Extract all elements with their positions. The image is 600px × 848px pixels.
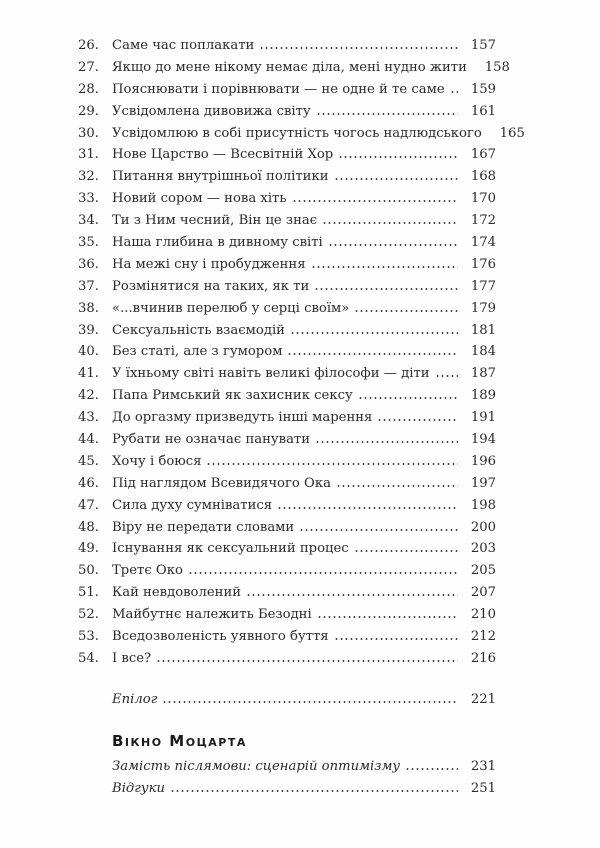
- toc-entry: [78, 276, 496, 298]
- entry-number: 50.: [78, 563, 99, 579]
- table-of-contents: [78, 35, 525, 670]
- entry-page: 174: [470, 235, 496, 251]
- entry-title: У їхньому світі навіть великі філософи — діти: [112, 366, 430, 382]
- entry-title: Ти з Ним чесний, Він це знає: [112, 213, 318, 229]
- section-entries: [78, 756, 496, 800]
- dot-leader: [299, 529, 458, 531]
- toc-entry: [78, 232, 496, 254]
- entry-title: Без статі, але з гумором: [112, 344, 283, 360]
- toc-entry: [78, 778, 496, 800]
- toc-entry: [78, 473, 496, 495]
- toc-entry: [78, 166, 496, 188]
- dot-leader: [156, 660, 458, 662]
- entry-number: 45.: [78, 453, 99, 469]
- toc-entry: [78, 756, 496, 778]
- entry-page: 181: [470, 322, 496, 338]
- entry-title: Сексуальність взаємодій: [112, 322, 285, 338]
- toc-entry: [78, 144, 496, 166]
- toc-entry: [78, 35, 496, 57]
- entry-number: 47.: [78, 497, 99, 513]
- toc-entry: [78, 582, 496, 604]
- entry-number: 27.: [78, 59, 99, 75]
- entry-number: 44.: [78, 432, 99, 448]
- entry-title: Саме час поплакати: [112, 38, 255, 53]
- entry-title: Рубати не означає панувати: [112, 432, 311, 448]
- entry-title: Кай невдоволений: [112, 585, 242, 601]
- dot-leader: [292, 200, 458, 202]
- dot-leader: [287, 353, 458, 355]
- dot-leader: [354, 310, 458, 312]
- entry-number: 28.: [78, 81, 99, 97]
- entry-title: Під наглядом Всевидячого Ока: [112, 475, 331, 491]
- dot-leader: [322, 222, 458, 224]
- toc-entry: [78, 210, 496, 232]
- dot-leader: [328, 244, 458, 246]
- dot-leader: [405, 768, 458, 770]
- toc-entry: [78, 407, 496, 429]
- dot-leader: [334, 178, 459, 180]
- dot-leader: [314, 288, 458, 290]
- entry-title: Усвідомлена дивовижа світу: [112, 103, 311, 119]
- dot-leader: [377, 419, 458, 421]
- toc-entry: [78, 626, 496, 648]
- dot-leader: [188, 572, 458, 574]
- entry-title: До оргазму призведуть інші марення: [112, 410, 373, 426]
- entry-number: 33.: [78, 191, 99, 207]
- entry-page: 198: [470, 497, 496, 513]
- epilogue-entry: [78, 689, 496, 711]
- toc-entry: [78, 254, 496, 276]
- dot-leader: [338, 156, 458, 158]
- dot-leader: [336, 485, 458, 487]
- dot-leader: [206, 463, 458, 465]
- entry-title: Новий сором — нова хіть: [112, 191, 287, 207]
- dot-leader: [162, 701, 458, 703]
- toc-entry: [78, 648, 496, 670]
- section-heading: Вікно Моцарта: [112, 732, 247, 750]
- entry-number: 48.: [78, 519, 99, 535]
- entry-number: 35.: [78, 235, 99, 251]
- entry-number: 41.: [78, 366, 99, 382]
- entry-number: 34.: [78, 213, 99, 229]
- entry-page: 205: [470, 563, 496, 579]
- entry-number: 30.: [78, 125, 99, 141]
- dot-leader: [317, 616, 458, 618]
- entry-number: 54.: [78, 650, 99, 666]
- entry-number: 49.: [78, 541, 99, 557]
- entry-page: 189: [470, 388, 496, 404]
- entry-number: 29.: [78, 103, 99, 119]
- toc-entry: [78, 538, 496, 560]
- entry-number: 51.: [78, 585, 99, 601]
- entry-title: На межі сну і пробудження: [112, 256, 306, 272]
- entry-page: 197: [470, 475, 496, 491]
- toc-entry: [78, 451, 496, 473]
- toc-entry: [78, 341, 496, 363]
- dot-leader: [290, 332, 458, 334]
- entry-page: 203: [470, 541, 496, 557]
- dot-leader: [316, 113, 458, 115]
- entry-number: 37.: [78, 278, 99, 294]
- entry-page: 167: [470, 147, 496, 163]
- entry-page: 221: [470, 692, 496, 707]
- dot-leader: [450, 91, 458, 93]
- entry-title: Наша глибина в дивному світі: [112, 235, 323, 251]
- entry-title: Усвідомлюю в собі присутність чогось надлюдського: [112, 125, 482, 141]
- entry-number: 42.: [78, 388, 99, 404]
- entry-page: 179: [470, 300, 496, 316]
- entry-page: 207: [470, 585, 496, 601]
- entry-title: Існування як сексуальний процес: [112, 541, 349, 557]
- entry-number: 53.: [78, 629, 99, 645]
- entry-title: Відгуки: [112, 780, 165, 796]
- entry-page: 165: [499, 125, 525, 141]
- entry-title: Якщо до мене нікому немає діла, мені нудно жити: [112, 59, 467, 75]
- toc-entry: [78, 57, 510, 79]
- entry-title: Нове Царство — Всесвітній Хор: [112, 147, 334, 163]
- entry-page: 200: [470, 519, 496, 535]
- entry-title: Майбутнє належить Безодні: [112, 607, 312, 623]
- entry-page: 216: [470, 650, 496, 666]
- entry-page: 172: [470, 213, 496, 229]
- toc-entry: [78, 604, 496, 626]
- entry-page: 251: [470, 780, 496, 796]
- entry-title: Віру не передати словами: [112, 519, 295, 535]
- entry-title: Вседозволеність уявного буття: [112, 629, 329, 645]
- entry-number: 40.: [78, 344, 99, 360]
- dot-leader: [277, 507, 458, 509]
- entry-page: 168: [470, 169, 496, 185]
- entry-number: 32.: [78, 169, 99, 185]
- entry-page: 161: [470, 103, 496, 119]
- entry-number: 39.: [78, 322, 99, 338]
- dot-leader: [311, 266, 458, 268]
- dot-leader: [246, 594, 458, 596]
- entry-number: 26.: [78, 38, 99, 53]
- toc-entry: [78, 495, 496, 517]
- entry-title: Розмінятися на таких, як ти: [112, 278, 310, 294]
- entry-page: 184: [470, 344, 496, 360]
- toc-entry: [78, 429, 496, 451]
- dot-leader: [170, 790, 458, 792]
- entry-title: Епілог: [112, 692, 158, 707]
- entry-number: 52.: [78, 607, 99, 623]
- entry-page: 210: [470, 607, 496, 623]
- entry-page: 231: [470, 759, 496, 774]
- toc-entry: [78, 689, 496, 711]
- toc-entry: [78, 320, 496, 342]
- toc-entry: [78, 517, 496, 539]
- entry-page: 187: [470, 366, 496, 382]
- dot-leader: [358, 397, 458, 399]
- toc-entry: [78, 363, 496, 385]
- dot-leader: [435, 375, 458, 377]
- entry-title: Третє Око: [112, 563, 183, 579]
- entry-page: 158: [484, 59, 510, 75]
- dot-leader: [334, 638, 458, 640]
- entry-title: «...вчинив перелюб у серці своїм»: [112, 300, 350, 316]
- toc-entry: [78, 385, 496, 407]
- entry-title: Пояснювати і порівнювати — не одне й те саме: [112, 81, 445, 97]
- entry-page: 191: [470, 410, 496, 426]
- entry-page: 212: [470, 629, 496, 645]
- toc-entry: [78, 298, 496, 320]
- toc-entry: [78, 560, 496, 582]
- dot-leader: [259, 47, 458, 49]
- entry-title: Замість післямови: сценарій оптимізму: [112, 759, 401, 774]
- entry-page: 194: [470, 432, 496, 448]
- entry-page: 170: [470, 191, 496, 207]
- entry-page: 196: [470, 453, 496, 469]
- entry-page: 157: [470, 38, 496, 53]
- toc-entry: [78, 123, 525, 145]
- dot-leader: [315, 441, 458, 443]
- entry-number: 38.: [78, 300, 99, 316]
- entry-page: 176: [470, 256, 496, 272]
- entry-page: 159: [470, 81, 496, 97]
- entry-number: 46.: [78, 475, 99, 491]
- entry-title: Сила духу сумніватися: [112, 497, 273, 513]
- entry-page: 177: [470, 278, 496, 294]
- entry-title: Хочу і боюся: [112, 453, 202, 469]
- entry-title: І все?: [112, 650, 152, 666]
- toc-entry: [78, 101, 496, 123]
- entry-title: Папа Римський як захисник сексу: [112, 388, 353, 404]
- entry-title: Питання внутрішньої політики: [112, 169, 329, 185]
- entry-number: 43.: [78, 410, 99, 426]
- dot-leader: [354, 550, 458, 552]
- entry-number: 31.: [78, 147, 99, 163]
- entry-number: 36.: [78, 256, 99, 272]
- toc-entry: [78, 188, 496, 210]
- toc-entry: [78, 79, 496, 101]
